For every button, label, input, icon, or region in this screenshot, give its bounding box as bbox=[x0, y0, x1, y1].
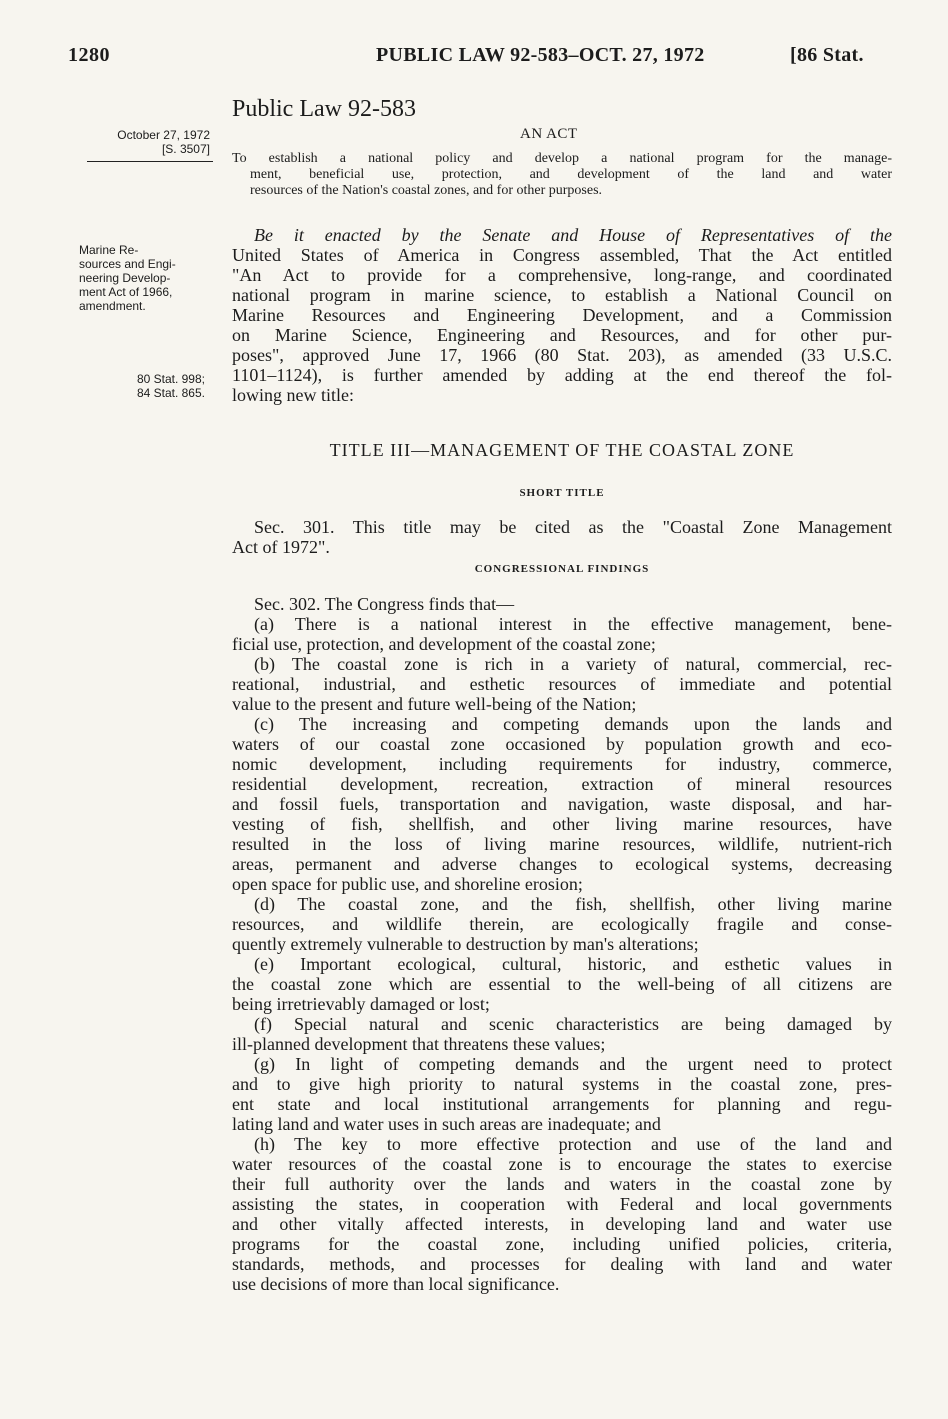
congressional-findings-heading: CONGRESSIONAL FINDINGS bbox=[474, 563, 650, 575]
finding-c-line: vesting of fish, shellfish, and other living marine resources, have bbox=[232, 814, 892, 834]
public-law-title: Public Law 92-583 bbox=[232, 96, 416, 122]
finding-b-line: (b) The coastal zone is rich in a variety of natural, commercial, rec- bbox=[254, 654, 892, 674]
section-302 bbox=[232, 594, 892, 1294]
finding-c-line: (c) The increasing and competing demands upon the lands and bbox=[254, 714, 892, 734]
enacting-line: on Marine Science, Engineering and Resources, and for other pur- bbox=[232, 325, 892, 345]
an-act-heading: AN ACT bbox=[520, 126, 578, 142]
finding-c-line: waters of our coastal zone occasioned by population growth and eco- bbox=[232, 734, 892, 754]
enacting-line: national program in marine science, to establish a National Council on bbox=[232, 285, 892, 305]
bill-number: [S. 3507] bbox=[161, 142, 210, 156]
finding-a-line: ficial use, protection, and development of the coastal zone; bbox=[232, 634, 656, 654]
running-head-title: PUBLIC LAW 92-583–OCT. 27, 1972 bbox=[376, 44, 705, 66]
enacting-line: "An Act to provide for a comprehensive, long-range, and coordinated bbox=[232, 265, 892, 285]
margin-note-line: Marine Re- bbox=[79, 243, 139, 257]
finding-h-line: standards, methods, and processes for dealing with land and water bbox=[232, 1254, 892, 1274]
finding-c-line: nomic development, including requirements for industry, commerce, bbox=[232, 754, 892, 774]
enacting-clause bbox=[232, 225, 892, 405]
finding-g-line: ent state and local institutional arrangements for planning and regu- bbox=[232, 1094, 892, 1114]
margin-rule bbox=[87, 161, 213, 162]
finding-a-line: (a) There is a national interest in the effective management, bene- bbox=[254, 614, 892, 634]
finding-e-line: the coastal zone which are essential to the well-being of all citizens are bbox=[232, 974, 892, 994]
finding-g-line: lating land and water uses in such areas are inadequate; and bbox=[232, 1114, 661, 1134]
margin-note-line: 84 Stat. 865. bbox=[136, 386, 205, 400]
finding-c-line: open space for public use, and shoreline erosion; bbox=[232, 874, 583, 894]
finding-h-line: assisting the states, in cooperation with Federal and local governments bbox=[232, 1194, 892, 1214]
finding-c-line: and fossil fuels, transportation and navigation, waste disposal, and har- bbox=[232, 794, 892, 814]
margin-note-marine-act bbox=[79, 243, 205, 313]
short-title-heading: SHORT TITLE bbox=[519, 487, 605, 499]
finding-e-line: being irretrievably damaged or lost; bbox=[232, 994, 490, 1014]
finding-h-line: programs for the coastal zone, including unified policies, criteria, bbox=[232, 1234, 892, 1254]
margin-note-line: sources and Engi- bbox=[79, 257, 176, 271]
finding-c-line: residential development, recreation, extraction of mineral resources bbox=[232, 774, 892, 794]
running-header bbox=[0, 40, 948, 80]
margin-note-line: neering Develop- bbox=[79, 271, 171, 285]
margin-note-stat-citations bbox=[79, 372, 205, 400]
margin-note-line: 80 Stat. 998; bbox=[136, 372, 205, 386]
enacting-line: Marine Resources and Engineering Development, and a Commission bbox=[232, 305, 892, 325]
finding-d-line: resources, and wildlife therein, are ecologically fragile and conse- bbox=[232, 914, 892, 934]
title-iii-heading: TITLE III—MANAGEMENT OF THE COASTAL ZONE bbox=[329, 440, 795, 460]
finding-g-line: (g) In light of competing demands and the urgent need to protect bbox=[254, 1054, 892, 1074]
finding-h-line: use decisions of more than local significance. bbox=[232, 1274, 560, 1294]
finding-d-line: quently extremely vulnerable to destruction by man's alterations; bbox=[232, 934, 699, 954]
finding-h-line: their full authority over the lands and waters in the coastal zone by bbox=[232, 1174, 892, 1194]
enacting-line: Be it enacted by the Senate and House of Representatives of the bbox=[254, 225, 892, 245]
page-number: 1280 bbox=[68, 44, 110, 66]
finding-c-line: areas, permanent and adverse changes to ecological systems, decreasing bbox=[232, 854, 892, 874]
statute-reference: [86 Stat. bbox=[790, 44, 864, 66]
finding-g-line: and to give high priority to natural systems in the coastal zone, pres- bbox=[232, 1074, 892, 1094]
finding-c-line: resulted in the loss of living marine resources, wildlife, nutrient-rich bbox=[232, 834, 892, 854]
finding-b-line: value to the present and future well-being of the Nation; bbox=[232, 694, 637, 714]
finding-f-line: (f) Special natural and scenic characteristics are being damaged by bbox=[254, 1014, 892, 1034]
finding-e-line: (e) Important ecological, cultural, historic, and esthetic values in bbox=[254, 954, 892, 974]
purpose-line: To establish a national policy and develop a national program for the manage- bbox=[232, 151, 892, 166]
section-line: Sec. 302. The Congress finds that— bbox=[254, 594, 515, 614]
finding-h-line: and other vitally affected interests, in developing land and water use bbox=[232, 1214, 892, 1234]
purpose-line: ment, beneficial use, protection, and development of the land and water bbox=[250, 167, 892, 182]
finding-b-line: reational, industrial, and esthetic resources of immediate and potential bbox=[232, 674, 892, 694]
section-line: Sec. 301. This title may be cited as the "Coastal Zone Management bbox=[254, 517, 892, 537]
finding-d-line: (d) The coastal zone, and the fish, shellfish, other living marine bbox=[254, 894, 892, 914]
finding-f-line: ill-planned development that threatens these values; bbox=[232, 1034, 606, 1054]
purpose-line: resources of the Nation's coastal zones, and for other purposes. bbox=[250, 183, 603, 198]
section-301 bbox=[232, 517, 892, 557]
margin-date-note bbox=[86, 128, 210, 156]
section-line: Act of 1972". bbox=[232, 537, 330, 557]
purpose-clause bbox=[232, 151, 892, 199]
enacting-line: lowing new title: bbox=[232, 385, 354, 405]
enacting-line: poses", approved June 17, 1966 (80 Stat. 203), as amended (33 U.S.C. bbox=[232, 345, 892, 365]
margin-note-line: ment Act of 1966, bbox=[79, 285, 173, 299]
enacting-line: 1101–1124), is further amended by adding at the end thereof the fol- bbox=[232, 365, 892, 385]
finding-h-line: (h) The key to more effective protection and use of the land and bbox=[254, 1134, 892, 1154]
enacting-line: United States of America in Congress assembled, That the Act entitled bbox=[232, 245, 892, 265]
enactment-date: October 27, 1972 bbox=[117, 128, 210, 142]
margin-note-line: amendment. bbox=[79, 299, 146, 313]
finding-h-line: water resources of the coastal zone is to encourage the states to exercise bbox=[232, 1154, 892, 1174]
